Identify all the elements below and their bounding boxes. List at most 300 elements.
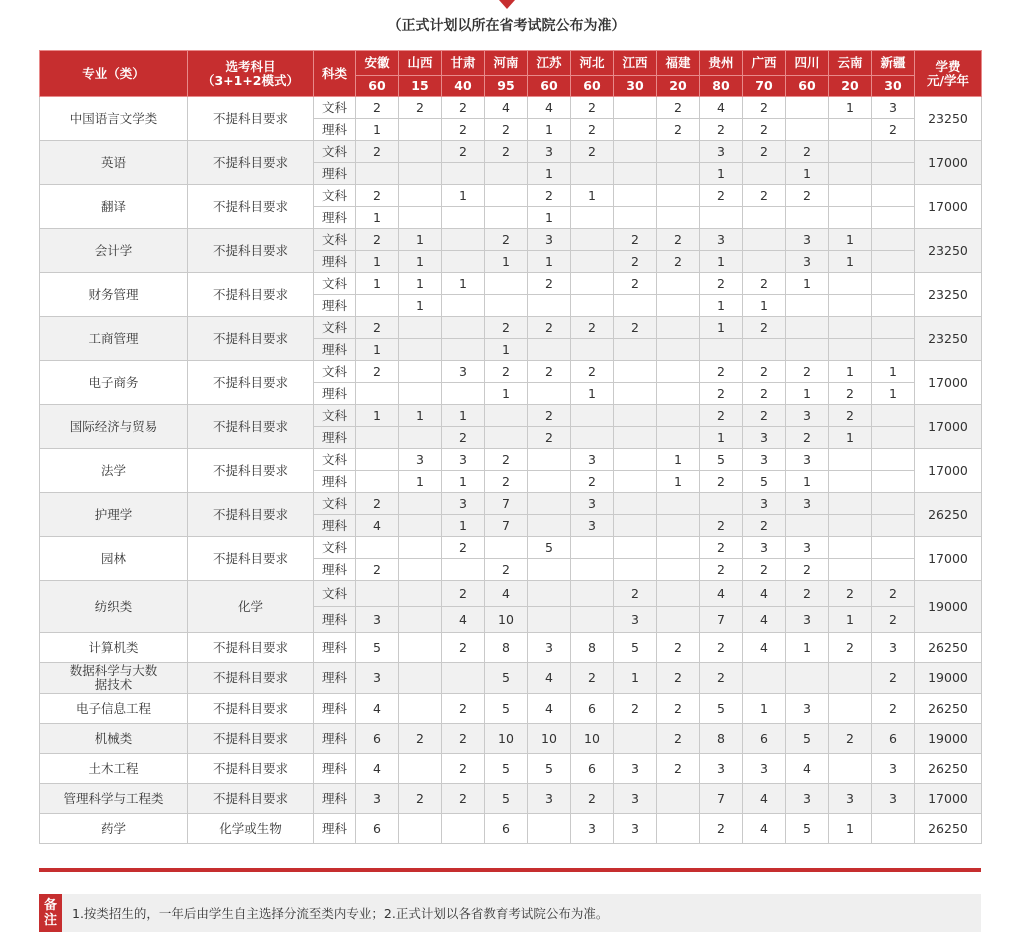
quota-cell	[786, 663, 829, 694]
quota-cell	[442, 163, 485, 185]
quota-cell	[399, 361, 442, 383]
quota-cell	[614, 449, 657, 471]
quota-cell: 2	[571, 317, 614, 339]
quota-cell: 2	[571, 97, 614, 119]
quota-cell: 2	[442, 581, 485, 607]
quota-cell: 3	[528, 229, 571, 251]
quota-cell: 3	[786, 229, 829, 251]
quota-cell: 3	[356, 663, 399, 694]
quota-cell	[786, 515, 829, 537]
quota-cell: 1	[399, 295, 442, 317]
quota-cell: 5	[786, 724, 829, 754]
quota-cell: 2	[872, 581, 915, 607]
quota-cell: 1	[829, 607, 872, 633]
quota-cell: 1	[786, 383, 829, 405]
quota-cell: 7	[700, 784, 743, 814]
quota-cell: 1	[442, 273, 485, 295]
quota-cell: 3	[872, 754, 915, 784]
table-row	[40, 581, 982, 607]
quota-cell: 2	[485, 449, 528, 471]
quota-cell: 2	[700, 405, 743, 427]
quota-cell	[829, 663, 872, 694]
quota-cell: 2	[528, 273, 571, 295]
quota-cell: 7	[700, 607, 743, 633]
quota-cell	[399, 663, 442, 694]
subject-type: 理科	[314, 427, 356, 449]
quota-cell: 3	[786, 784, 829, 814]
quota-cell	[786, 119, 829, 141]
quota-cell	[528, 559, 571, 581]
quota-cell	[399, 493, 442, 515]
subject-requirement: 不提科目要求	[188, 449, 314, 493]
quota-cell: 1	[528, 251, 571, 273]
table-header	[40, 51, 982, 97]
quota-cell	[743, 163, 786, 185]
quota-cell: 2	[872, 119, 915, 141]
tuition-fee: 17000	[915, 784, 982, 814]
quota-cell: 3	[571, 515, 614, 537]
quota-cell: 4	[442, 607, 485, 633]
quota-cell: 3	[872, 97, 915, 119]
quota-cell: 1	[571, 185, 614, 207]
quota-cell	[872, 559, 915, 581]
quota-cell: 3	[872, 633, 915, 663]
col-major: 专业（类）	[40, 51, 188, 97]
quota-cell	[657, 427, 700, 449]
quota-cell: 1	[571, 383, 614, 405]
major-name	[40, 663, 188, 694]
quota-cell: 5	[700, 694, 743, 724]
quota-cell: 2	[872, 694, 915, 724]
quota-cell	[528, 581, 571, 607]
quota-cell	[872, 339, 915, 361]
quota-cell: 2	[657, 633, 700, 663]
quota-cell: 2	[743, 559, 786, 581]
quota-cell: 8	[571, 633, 614, 663]
quota-cell: 2	[442, 694, 485, 724]
major-name: 财务管理	[40, 273, 188, 317]
quota-cell: 1	[743, 694, 786, 724]
quota-cell: 1	[442, 405, 485, 427]
quota-cell: 1	[614, 663, 657, 694]
table-row	[40, 633, 982, 663]
quota-cell: 1	[700, 251, 743, 273]
quota-cell	[614, 515, 657, 537]
tuition-fee: 23250	[915, 97, 982, 141]
subject-requirement: 不提科目要求	[188, 537, 314, 581]
quota-cell	[872, 427, 915, 449]
quota-cell: 1	[356, 119, 399, 141]
quota-cell: 1	[700, 317, 743, 339]
quota-cell	[700, 207, 743, 229]
quota-cell	[786, 295, 829, 317]
quota-cell: 2	[485, 559, 528, 581]
major-name: 计算机类	[40, 633, 188, 663]
col-province: 四川	[786, 51, 829, 76]
quota-cell	[829, 273, 872, 295]
quota-cell: 2	[700, 471, 743, 493]
quota-cell: 2	[743, 405, 786, 427]
quota-cell: 2	[571, 119, 614, 141]
quota-cell	[657, 493, 700, 515]
quota-cell	[657, 607, 700, 633]
quota-cell: 2	[399, 784, 442, 814]
quota-cell: 5	[786, 814, 829, 844]
subject-requirement: 不提科目要求	[188, 229, 314, 273]
tuition-fee: 19000	[915, 663, 982, 694]
quota-cell	[571, 163, 614, 185]
quota-cell: 2	[657, 119, 700, 141]
quota-cell: 1	[485, 251, 528, 273]
quota-cell: 1	[528, 163, 571, 185]
quota-cell	[657, 581, 700, 607]
quota-cell: 3	[399, 449, 442, 471]
quota-cell: 2	[872, 663, 915, 694]
subject-requirement: 不提科目要求	[188, 405, 314, 449]
quota-cell: 4	[485, 581, 528, 607]
quota-cell	[485, 405, 528, 427]
major-name: 机械类	[40, 724, 188, 754]
major-name: 国际经济与贸易	[40, 405, 188, 449]
quota-cell: 2	[614, 694, 657, 724]
quota-cell: 2	[442, 97, 485, 119]
quota-cell	[399, 694, 442, 724]
quota-cell: 3	[786, 537, 829, 559]
quota-cell: 2	[829, 383, 872, 405]
quota-cell: 4	[743, 581, 786, 607]
quota-cell: 1	[700, 427, 743, 449]
quota-cell	[399, 207, 442, 229]
quota-cell: 2	[614, 317, 657, 339]
subject-type: 理科	[314, 119, 356, 141]
quota-cell: 2	[442, 784, 485, 814]
bottom-divider	[39, 868, 981, 872]
quota-cell	[399, 185, 442, 207]
subject-requirement: 不提科目要求	[188, 493, 314, 537]
quota-cell	[614, 119, 657, 141]
quota-cell: 3	[571, 814, 614, 844]
col-fee-line2: 元/学年	[926, 72, 970, 88]
major-name: 工商管理	[40, 317, 188, 361]
quota-cell: 2	[571, 663, 614, 694]
quota-cell	[872, 295, 915, 317]
quota-cell	[829, 163, 872, 185]
province-quota: 70	[743, 76, 786, 97]
subject-type: 理科	[314, 383, 356, 405]
quota-cell: 1	[657, 471, 700, 493]
quota-cell	[614, 559, 657, 581]
tuition-fee: 19000	[915, 724, 982, 754]
quota-cell	[829, 449, 872, 471]
quota-cell: 4	[356, 754, 399, 784]
quota-cell: 2	[528, 405, 571, 427]
col-requirement-line1: 选考科目	[225, 58, 276, 74]
quota-cell: 3	[442, 361, 485, 383]
quota-cell: 3	[614, 814, 657, 844]
table-row	[40, 97, 982, 119]
province-quota: 95	[485, 76, 528, 97]
quota-cell	[614, 427, 657, 449]
quota-cell: 3	[356, 784, 399, 814]
tuition-fee: 17000	[915, 405, 982, 449]
major-name: 纺织类	[40, 581, 188, 633]
subject-requirement: 不提科目要求	[188, 724, 314, 754]
quota-cell	[399, 383, 442, 405]
quota-cell: 1	[872, 361, 915, 383]
quota-cell	[442, 339, 485, 361]
subject-type: 理科	[314, 694, 356, 724]
quota-cell: 7	[485, 515, 528, 537]
subject-requirement: 不提科目要求	[188, 141, 314, 185]
quota-cell: 3	[442, 493, 485, 515]
quota-cell: 2	[657, 694, 700, 724]
quota-cell: 2	[442, 724, 485, 754]
major-name: 法学	[40, 449, 188, 493]
table-row	[40, 141, 982, 163]
quota-cell	[614, 724, 657, 754]
subject-type: 文科	[314, 273, 356, 295]
subject-type: 理科	[314, 607, 356, 633]
quota-cell: 2	[743, 141, 786, 163]
quota-cell: 3	[743, 449, 786, 471]
quota-cell	[356, 163, 399, 185]
table-row	[40, 185, 982, 207]
subject-type: 理科	[314, 471, 356, 493]
quota-cell	[485, 273, 528, 295]
col-province: 甘肃	[442, 51, 485, 76]
quota-cell: 3	[743, 537, 786, 559]
quota-cell	[528, 471, 571, 493]
major-name-line: 据技术	[94, 677, 133, 692]
quota-cell	[657, 185, 700, 207]
quota-cell: 2	[528, 427, 571, 449]
quota-cell	[829, 141, 872, 163]
quota-cell: 4	[528, 663, 571, 694]
quota-cell: 2	[571, 141, 614, 163]
quota-cell: 4	[528, 694, 571, 724]
quota-cell: 2	[485, 471, 528, 493]
quota-cell: 5	[485, 663, 528, 694]
quota-cell: 2	[786, 427, 829, 449]
quota-cell: 4	[743, 633, 786, 663]
quota-cell	[528, 449, 571, 471]
quota-cell: 3	[442, 449, 485, 471]
quota-cell: 5	[528, 754, 571, 784]
quota-cell: 2	[786, 581, 829, 607]
quota-cell	[872, 229, 915, 251]
quota-cell: 6	[872, 724, 915, 754]
quota-cell	[614, 493, 657, 515]
table-row	[40, 814, 982, 844]
quota-cell: 2	[657, 724, 700, 754]
subject-type: 理科	[314, 754, 356, 784]
quota-cell	[743, 207, 786, 229]
quota-cell: 2	[399, 724, 442, 754]
quota-cell: 2	[442, 141, 485, 163]
province-quota: 60	[356, 76, 399, 97]
quota-cell	[571, 251, 614, 273]
quota-cell: 2	[743, 97, 786, 119]
quota-cell	[872, 405, 915, 427]
quota-cell	[657, 141, 700, 163]
quota-cell: 2	[743, 317, 786, 339]
quota-cell: 1	[356, 339, 399, 361]
tuition-fee: 19000	[915, 581, 982, 633]
subject-requirement: 化学	[188, 581, 314, 633]
table-row	[40, 273, 982, 295]
quota-cell: 7	[485, 493, 528, 515]
quota-cell: 2	[485, 317, 528, 339]
quota-cell	[571, 207, 614, 229]
quota-cell: 3	[786, 694, 829, 724]
quota-cell: 2	[700, 663, 743, 694]
quota-cell	[829, 694, 872, 724]
quota-cell	[614, 185, 657, 207]
quota-cell: 4	[485, 97, 528, 119]
quota-cell	[442, 559, 485, 581]
quota-cell: 5	[743, 471, 786, 493]
quota-cell: 6	[571, 694, 614, 724]
subject-type: 理科	[314, 515, 356, 537]
table-row	[40, 317, 982, 339]
quota-cell	[442, 663, 485, 694]
major-name: 电子信息工程	[40, 694, 188, 724]
tuition-fee: 23250	[915, 273, 982, 317]
subject-requirement: 不提科目要求	[188, 97, 314, 141]
quota-cell: 10	[571, 724, 614, 754]
subject-type: 理科	[314, 295, 356, 317]
quota-cell	[356, 449, 399, 471]
quota-cell: 3	[614, 784, 657, 814]
quota-cell	[829, 185, 872, 207]
quota-cell: 4	[700, 581, 743, 607]
table-body	[40, 97, 982, 844]
quota-cell	[614, 339, 657, 361]
tuition-fee: 23250	[915, 229, 982, 273]
quota-cell: 2	[356, 317, 399, 339]
quota-cell: 2	[571, 784, 614, 814]
quota-cell: 5	[485, 754, 528, 784]
quota-cell: 2	[700, 273, 743, 295]
col-fee	[915, 51, 982, 97]
quota-cell: 10	[485, 607, 528, 633]
quota-cell: 1	[829, 229, 872, 251]
quota-cell: 5	[700, 449, 743, 471]
quota-cell: 1	[829, 97, 872, 119]
quota-cell	[786, 317, 829, 339]
major-name-line: 数据科学与大数	[69, 663, 158, 678]
quota-cell: 1	[528, 207, 571, 229]
quota-cell: 3	[786, 493, 829, 515]
subject-type: 文科	[314, 537, 356, 559]
quota-cell	[829, 317, 872, 339]
subject-type: 文科	[314, 97, 356, 119]
quota-cell	[399, 537, 442, 559]
quota-cell	[528, 295, 571, 317]
subject-type: 文科	[314, 405, 356, 427]
quota-cell: 3	[528, 141, 571, 163]
quota-cell	[528, 383, 571, 405]
quota-cell	[829, 471, 872, 493]
remark-text: 1.按类招生的，一年后由学生自主选择分流至类内专业；2.正式计划以各省教育考试院公布为准。	[62, 894, 981, 932]
tuition-fee: 17000	[915, 141, 982, 185]
subject-type: 理科	[314, 814, 356, 844]
subject-type: 文科	[314, 317, 356, 339]
quota-cell: 6	[356, 814, 399, 844]
quota-cell: 1	[829, 427, 872, 449]
quota-cell	[657, 163, 700, 185]
quota-cell: 3	[700, 229, 743, 251]
quota-cell: 2	[528, 317, 571, 339]
quota-cell: 3	[829, 784, 872, 814]
col-fee-line1: 学费	[935, 58, 961, 74]
province-quota: 20	[657, 76, 700, 97]
major-name: 英语	[40, 141, 188, 185]
quota-cell	[829, 295, 872, 317]
col-province: 安徽	[356, 51, 399, 76]
quota-cell	[872, 515, 915, 537]
quota-cell	[356, 537, 399, 559]
quota-cell	[614, 295, 657, 317]
quota-cell	[829, 119, 872, 141]
quota-cell: 2	[657, 251, 700, 273]
quota-cell: 2	[700, 185, 743, 207]
table-row	[40, 229, 982, 251]
quota-cell: 2	[614, 251, 657, 273]
quota-cell	[528, 814, 571, 844]
quota-cell	[829, 537, 872, 559]
subject-type: 理科	[314, 724, 356, 754]
subject-requirement: 不提科目要求	[188, 754, 314, 784]
quota-cell: 1	[356, 273, 399, 295]
quota-cell: 6	[743, 724, 786, 754]
quota-cell	[700, 493, 743, 515]
table-row	[40, 405, 982, 427]
province-quota: 40	[442, 76, 485, 97]
quota-cell: 2	[442, 427, 485, 449]
quota-cell	[485, 207, 528, 229]
quota-cell: 2	[872, 607, 915, 633]
major-name: 管理科学与工程类	[40, 784, 188, 814]
quota-cell	[786, 97, 829, 119]
quota-cell: 2	[614, 273, 657, 295]
subject-requirement: 不提科目要求	[188, 633, 314, 663]
quota-cell: 6	[571, 754, 614, 784]
quota-cell	[657, 814, 700, 844]
quota-cell	[485, 185, 528, 207]
quota-cell: 1	[829, 251, 872, 273]
quota-cell: 1	[528, 119, 571, 141]
subject-requirement: 化学或生物	[188, 814, 314, 844]
quota-cell	[614, 97, 657, 119]
quota-cell: 2	[829, 724, 872, 754]
quota-cell: 3	[528, 633, 571, 663]
major-name: 中国语言文学类	[40, 97, 188, 141]
quota-cell	[528, 493, 571, 515]
quota-cell	[571, 295, 614, 317]
quota-cell: 2	[614, 229, 657, 251]
quota-cell	[442, 229, 485, 251]
quota-cell	[485, 295, 528, 317]
quota-cell: 2	[442, 633, 485, 663]
col-province: 广西	[743, 51, 786, 76]
quota-cell	[743, 251, 786, 273]
quota-cell: 2	[743, 185, 786, 207]
quota-cell: 2	[657, 97, 700, 119]
quota-cell: 2	[528, 361, 571, 383]
subject-type: 文科	[314, 141, 356, 163]
quota-cell: 2	[786, 185, 829, 207]
